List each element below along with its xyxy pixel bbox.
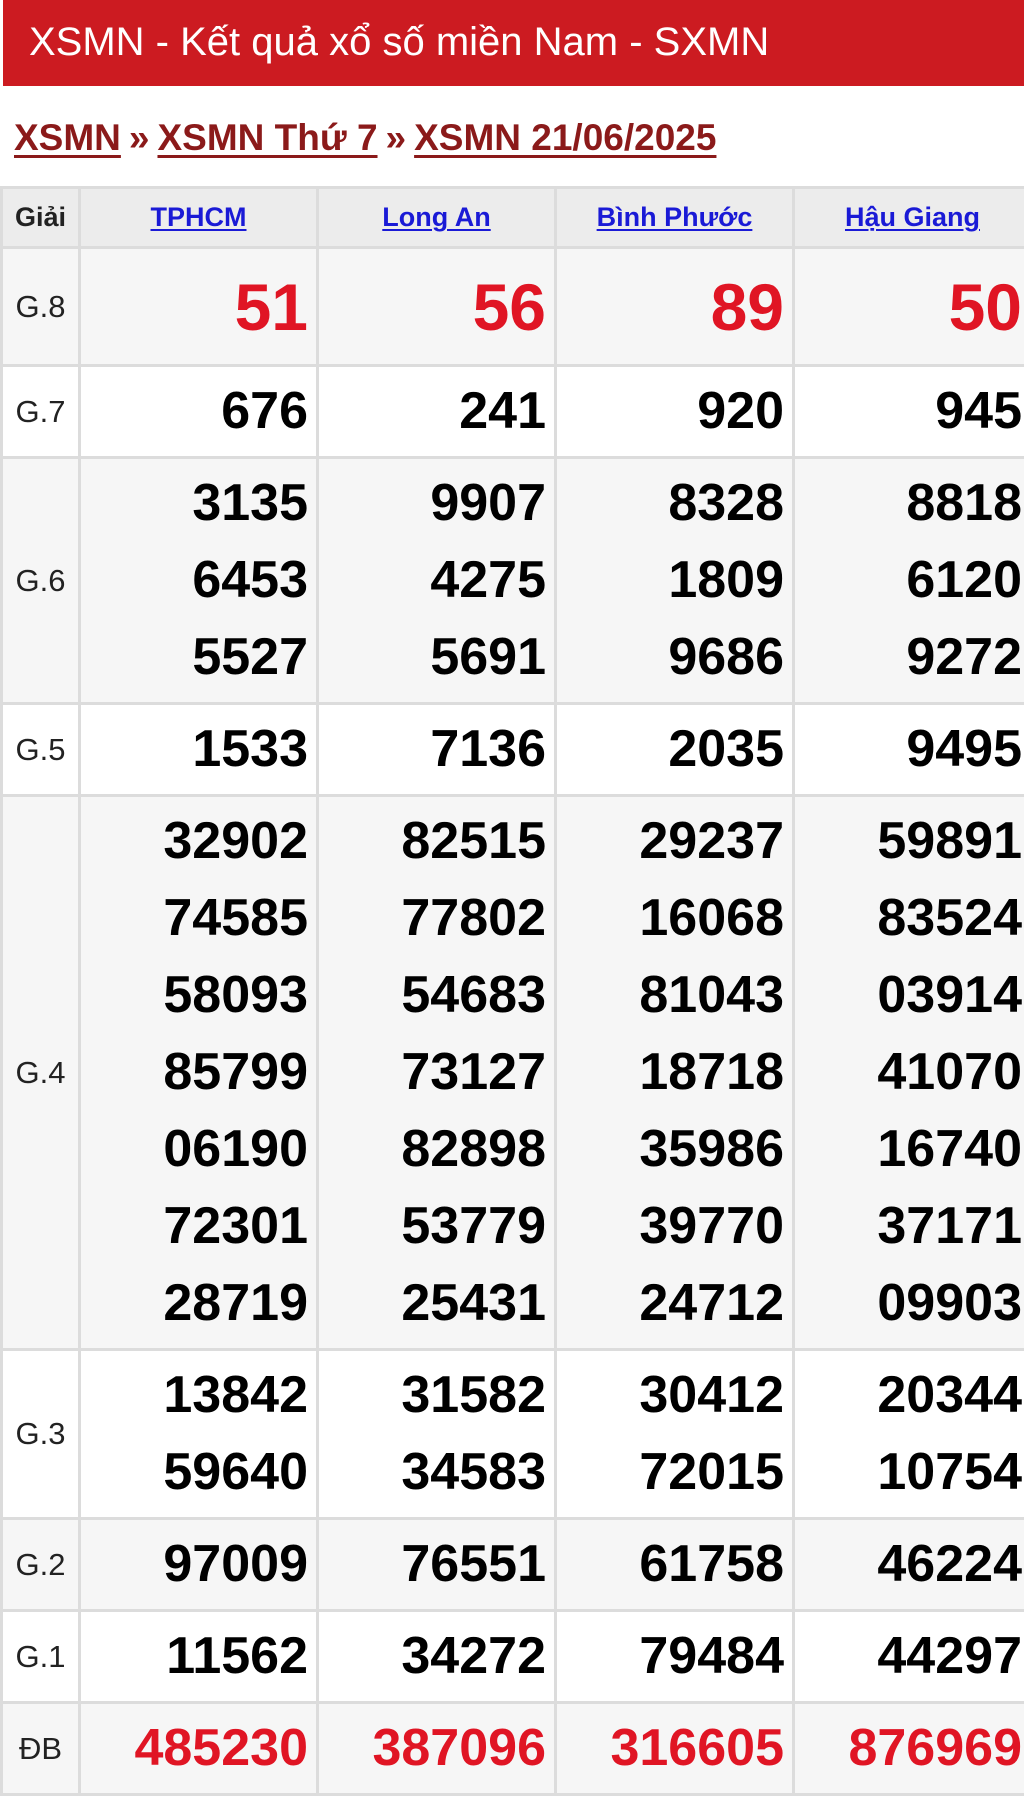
- province-header-binh-phuoc: [556, 188, 794, 248]
- lottery-number: 51: [234, 269, 308, 344]
- lottery-number: 72015: [639, 1443, 784, 1501]
- result-cell-tphcm: [80, 1703, 318, 1795]
- lottery-number: 59640: [163, 1443, 308, 1501]
- result-cell-hau-giang: [794, 366, 1024, 458]
- lottery-number: 81043: [639, 966, 784, 1024]
- prize-row-g2: [2, 1519, 1024, 1611]
- result-cell-hau-giang: [794, 1611, 1024, 1703]
- lottery-number: 32902: [163, 812, 308, 870]
- result-cell-tphcm: [80, 1611, 318, 1703]
- lottery-number: 72301: [163, 1197, 308, 1255]
- result-cell-hau-giang: [794, 1350, 1024, 1519]
- lottery-number: 06190: [163, 1120, 308, 1178]
- province-link-binh-phuoc[interactable]: Bình Phước: [596, 202, 753, 232]
- lottery-number: 74585: [163, 889, 308, 947]
- lottery-number: 44297: [877, 1627, 1022, 1685]
- lottery-number: 85799: [163, 1043, 308, 1101]
- breadcrumb-link-xsmn-date[interactable]: XSMN 21/06/2025: [414, 117, 717, 158]
- province-header-long-an: [318, 188, 556, 248]
- breadcrumb-link-xsmn-thu-7[interactable]: XSMN Thứ 7: [157, 117, 378, 158]
- lottery-number: 97009: [163, 1535, 308, 1593]
- lottery-number: 20344: [877, 1366, 1022, 1424]
- lottery-number: 876969: [848, 1719, 1022, 1777]
- page-title: XSMN - Kết quả xổ số miền Nam - SXMN: [29, 20, 770, 64]
- lottery-number: 16068: [639, 889, 784, 947]
- prize-label: G.8: [2, 248, 80, 366]
- lottery-number: 24712: [639, 1274, 784, 1332]
- lottery-number: 2035: [668, 720, 784, 778]
- result-cell-hau-giang: [794, 704, 1024, 796]
- lottery-number: 89: [710, 269, 784, 344]
- page-header: [3, 0, 1024, 86]
- lottery-number: 56: [472, 269, 546, 344]
- result-cell-hau-giang: [794, 458, 1024, 704]
- lottery-number: 35986: [639, 1120, 784, 1178]
- prize-row-g3: [2, 1350, 1024, 1519]
- lottery-number: 1809: [668, 551, 784, 609]
- result-cell-long-an: [318, 1703, 556, 1795]
- lottery-number: 6453: [192, 551, 308, 609]
- breadcrumb: [14, 116, 716, 160]
- prize-column-header: Giải: [2, 188, 80, 248]
- prize-label: G.7: [2, 366, 80, 458]
- prize-row-g1: [2, 1611, 1024, 1703]
- lottery-number: 34272: [401, 1627, 546, 1685]
- result-cell-hau-giang: [794, 1703, 1024, 1795]
- result-cell-binh-phuoc: [556, 248, 794, 366]
- result-cell-tphcm: [80, 458, 318, 704]
- lottery-number: 50: [948, 269, 1022, 344]
- lottery-number: 76551: [401, 1535, 546, 1593]
- result-cell-long-an: [318, 458, 556, 704]
- lottery-number: 16740: [877, 1120, 1022, 1178]
- result-cell-binh-phuoc: [556, 1611, 794, 1703]
- lottery-number: 9907: [430, 474, 546, 532]
- prize-row-g8: [2, 248, 1024, 366]
- prize-label: G.3: [2, 1350, 80, 1519]
- lottery-number: 3135: [192, 474, 308, 532]
- lottery-number: 13842: [163, 1366, 308, 1424]
- prize-label: G.6: [2, 458, 80, 704]
- result-cell-hau-giang: [794, 1519, 1024, 1611]
- lottery-number: 58093: [163, 966, 308, 1024]
- lottery-number: 82515: [401, 812, 546, 870]
- lottery-number: 37171: [877, 1197, 1022, 1255]
- lottery-number: 485230: [134, 1719, 308, 1777]
- lottery-number: 59891: [877, 812, 1022, 870]
- lottery-number: 1533: [192, 720, 308, 778]
- province-link-tphcm[interactable]: TPHCM: [150, 202, 247, 232]
- lottery-number: 387096: [372, 1719, 546, 1777]
- result-cell-tphcm: [80, 1350, 318, 1519]
- lottery-number: 316605: [610, 1719, 784, 1777]
- result-cell-tphcm: [80, 704, 318, 796]
- prize-label: G.1: [2, 1611, 80, 1703]
- table-header-row: [2, 188, 1024, 248]
- lottery-number: 7136: [430, 720, 546, 778]
- lottery-number: 30412: [639, 1366, 784, 1424]
- breadcrumb-link-xsmn[interactable]: XSMN: [14, 117, 121, 158]
- result-cell-tphcm: [80, 366, 318, 458]
- result-cell-binh-phuoc: [556, 796, 794, 1350]
- result-cell-long-an: [318, 248, 556, 366]
- lottery-number: 241: [459, 382, 546, 440]
- result-cell-long-an: [318, 1519, 556, 1611]
- province-link-long-an[interactable]: Long An: [382, 202, 491, 232]
- lottery-number: 9272: [906, 628, 1022, 686]
- lottery-number: 5527: [192, 628, 308, 686]
- lottery-number: 676: [221, 382, 308, 440]
- result-cell-binh-phuoc: [556, 458, 794, 704]
- lottery-number: 83524: [877, 889, 1022, 947]
- result-cell-binh-phuoc: [556, 366, 794, 458]
- result-cell-binh-phuoc: [556, 1350, 794, 1519]
- lottery-number: 39770: [639, 1197, 784, 1255]
- lottery-number: 46224: [877, 1535, 1022, 1593]
- lottery-number: 11562: [166, 1627, 308, 1685]
- result-cell-hau-giang: [794, 248, 1024, 366]
- prize-row-g7: [2, 366, 1024, 458]
- result-cell-long-an: [318, 366, 556, 458]
- breadcrumb-separator: »: [128, 117, 150, 158]
- lottery-number: 945: [935, 382, 1022, 440]
- prize-label: G.4: [2, 796, 80, 1350]
- lottery-number: 73127: [401, 1043, 546, 1101]
- lottery-number: 9686: [668, 628, 784, 686]
- result-cell-tphcm: [80, 796, 318, 1350]
- lottery-number: 53779: [401, 1197, 546, 1255]
- results-table: [0, 186, 1024, 1796]
- prize-row-g5: [2, 704, 1024, 796]
- prize-label: G.5: [2, 704, 80, 796]
- lottery-number: 5691: [430, 628, 546, 686]
- prize-row-g4: [2, 796, 1024, 1350]
- lottery-number: 82898: [401, 1120, 546, 1178]
- result-cell-long-an: [318, 704, 556, 796]
- result-cell-binh-phuoc: [556, 1703, 794, 1795]
- lottery-number: 09903: [877, 1274, 1022, 1332]
- result-cell-tphcm: [80, 1519, 318, 1611]
- lottery-number: 54683: [401, 966, 546, 1024]
- lottery-number: 31582: [401, 1366, 546, 1424]
- breadcrumb-separator: »: [385, 117, 407, 158]
- lottery-number: 9495: [906, 720, 1022, 778]
- province-header-tphcm: [80, 188, 318, 248]
- lottery-number: 34583: [401, 1443, 546, 1501]
- lottery-number: 28719: [163, 1274, 308, 1332]
- lottery-number: 03914: [877, 966, 1022, 1024]
- lottery-number: 25431: [401, 1274, 546, 1332]
- lottery-number: 29237: [639, 812, 784, 870]
- result-cell-long-an: [318, 1350, 556, 1519]
- lottery-number: 10754: [877, 1443, 1022, 1501]
- lottery-number: 41070: [877, 1043, 1022, 1101]
- result-cell-long-an: [318, 796, 556, 1350]
- lottery-number: 6120: [906, 551, 1022, 609]
- lottery-number: 920: [697, 382, 784, 440]
- prize-label: ĐB: [2, 1703, 80, 1795]
- result-cell-binh-phuoc: [556, 704, 794, 796]
- prize-label: G.2: [2, 1519, 80, 1611]
- lottery-number: 4275: [430, 551, 546, 609]
- lottery-number: 77802: [401, 889, 546, 947]
- province-link-hau-giang[interactable]: Hậu Giang: [844, 202, 980, 232]
- result-cell-hau-giang: [794, 796, 1024, 1350]
- result-cell-long-an: [318, 1611, 556, 1703]
- lottery-number: 79484: [639, 1627, 784, 1685]
- results-body: [2, 248, 1024, 1795]
- lottery-number: 18718: [639, 1043, 784, 1101]
- lottery-number: 8818: [906, 474, 1022, 532]
- result-cell-tphcm: [80, 248, 318, 366]
- prize-row-g6: [2, 458, 1024, 704]
- lottery-number: 61758: [639, 1535, 784, 1593]
- prize-row-db: [2, 1703, 1024, 1795]
- province-header-hau-giang: [794, 188, 1024, 248]
- lottery-number: 8328: [668, 474, 784, 532]
- result-cell-binh-phuoc: [556, 1519, 794, 1611]
